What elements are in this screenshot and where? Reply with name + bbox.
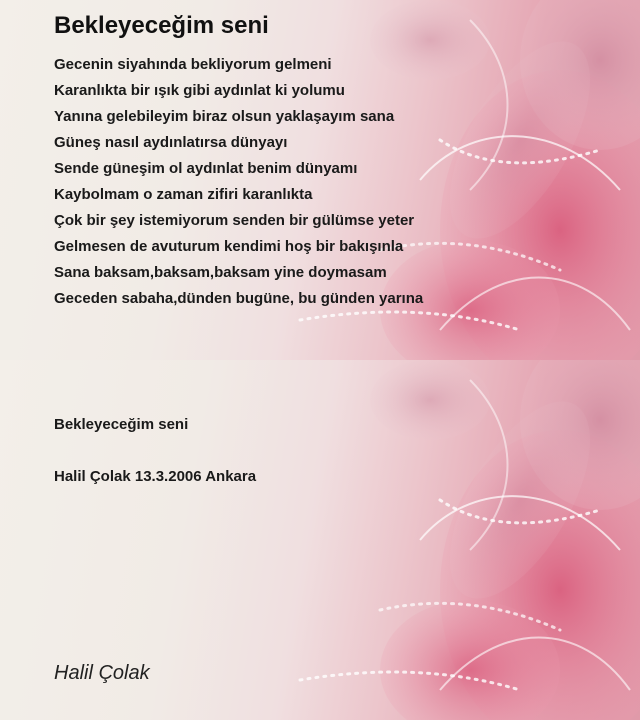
poem-title: Bekleyeceğim seni (54, 12, 269, 39)
attribution-title: Bekleyeceğim seni (54, 416, 189, 433)
poem-line: Sana baksam,baksam,baksam yine doymasam (54, 264, 387, 281)
poem-line: Sende güneşim ol aydınlat benim dünyamı (54, 160, 358, 177)
poem-line: Kaybolmam o zaman zifiri karanlıkta (54, 186, 313, 203)
poem-line: Gecenin siyahında bekliyorum gelmeni (54, 56, 332, 73)
poem-line: Güneş nasıl aydınlatırsa dünyayı (54, 134, 288, 151)
poem-line: Yanına gelebileyim biraz olsun yaklaşayım sana (54, 108, 395, 125)
poem-line: Geceden sabaha,dünden bugüne, bu günden yarına (54, 290, 424, 307)
poem-line: Çok bir şey istemiyorum senden bir gülümse yeter (54, 212, 415, 229)
poem-line: Karanlıkta bir ışık gibi aydınlat ki yolumu (54, 82, 345, 99)
poem-line: Gelmesen de avuturum kendimi hoş bir bakışınla (54, 238, 404, 255)
author-signature: Halil Çolak (54, 662, 150, 684)
attribution-author-date-place: Halil Çolak 13.3.2006 Ankara (54, 468, 257, 485)
poem-body (54, 52, 423, 312)
